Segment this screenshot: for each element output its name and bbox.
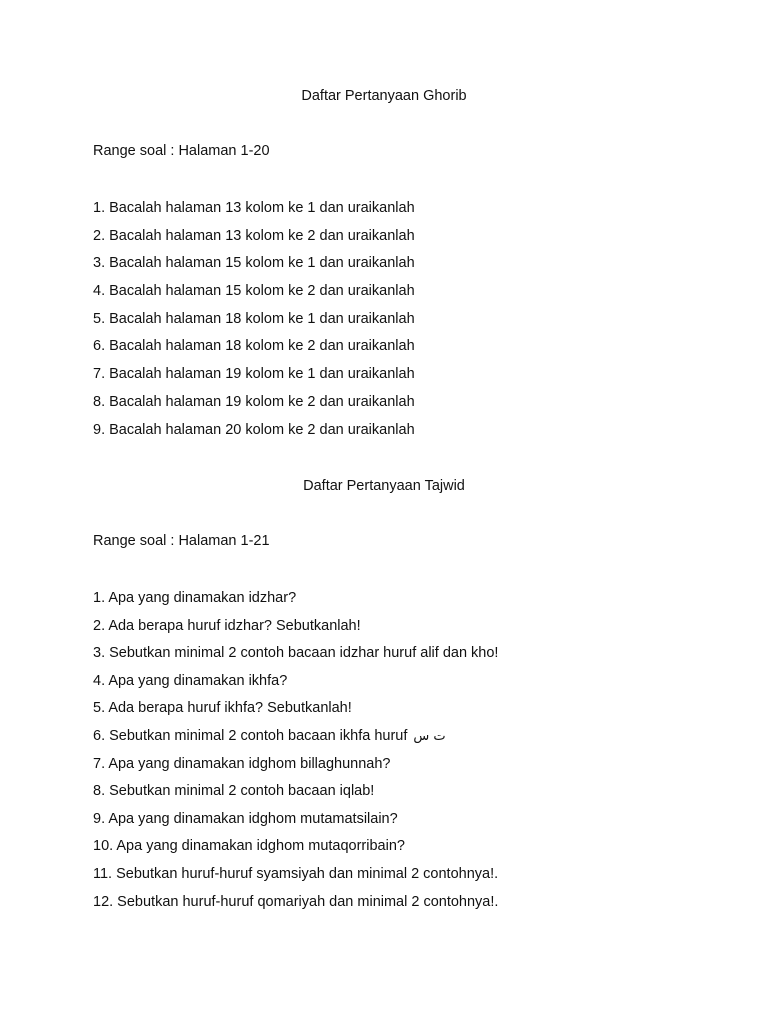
list-item: 5. Bacalah halaman 18 kolom ke 1 dan uraikanlah <box>93 310 415 327</box>
list-item: 4. Bacalah halaman 15 kolom ke 2 dan uraikanlah <box>93 283 415 300</box>
list-item: 1. Apa yang dinamakan idzhar? <box>93 590 297 606</box>
list-item: 10. Apa yang dinamakan idghom mutaqorribain? <box>93 838 405 855</box>
list-item: 2. Bacalah halaman 13 kolom ke 2 dan uraikanlah <box>93 227 415 244</box>
ghorib-question-list <box>93 199 415 448</box>
ghorib-range: Range soal : Halaman 1-20 <box>93 143 270 159</box>
list-item: 9. Bacalah halaman 20 kolom ke 2 dan uraikanlah <box>93 421 415 438</box>
list-item: 3. Sebutkan minimal 2 contoh bacaan idzhar huruf alif dan kho! <box>93 645 499 662</box>
list-item: 5. Ada berapa huruf ikhfa? Sebutkanlah! <box>93 700 352 717</box>
list-item: 8. Sebutkan minimal 2 contoh bacaan iqlab! <box>93 783 375 800</box>
list-item: 9. Apa yang dinamakan idghom mutamatsilain? <box>93 810 398 827</box>
ghorib-title: Daftar Pertanyaan Ghorib <box>301 88 467 104</box>
list-item: 8. Bacalah halaman 19 kolom ke 2 dan uraikanlah <box>93 393 415 410</box>
list-item: 4. Apa yang dinamakan ikhfa? <box>93 672 288 689</box>
question-text: 6. Sebutkan minimal 2 contoh bacaan ikhfa huruf <box>93 727 408 744</box>
list-item: 2. Ada berapa huruf idzhar? Sebutkanlah! <box>93 617 361 634</box>
tajwid-question-list <box>93 589 498 920</box>
list-item: 7. Apa yang dinamakan idghom billaghunnah? <box>93 755 391 772</box>
arabic-letters: ت س <box>413 728 446 744</box>
list-item: 1. Bacalah halaman 13 kolom ke 1 dan uraikanlah <box>93 200 415 216</box>
tajwid-range: Range soal : Halaman 1-21 <box>93 533 270 549</box>
list-item: 7. Bacalah halaman 19 kolom ke 1 dan uraikanlah <box>93 366 415 383</box>
list-item: 3. Bacalah halaman 15 kolom ke 1 dan uraikanlah <box>93 255 415 272</box>
list-item: 6. Bacalah halaman 18 kolom ke 2 dan uraikanlah <box>93 338 415 355</box>
list-item <box>93 727 498 755</box>
list-item: 11. Sebutkan huruf-huruf syamsiyah dan minimal 2 contohnya!. <box>93 865 499 882</box>
list-item: 12. Sebutkan huruf-huruf qomariyah dan minimal 2 contohnya!. <box>93 893 499 910</box>
tajwid-title: Daftar Pertanyaan Tajwid <box>303 478 465 494</box>
